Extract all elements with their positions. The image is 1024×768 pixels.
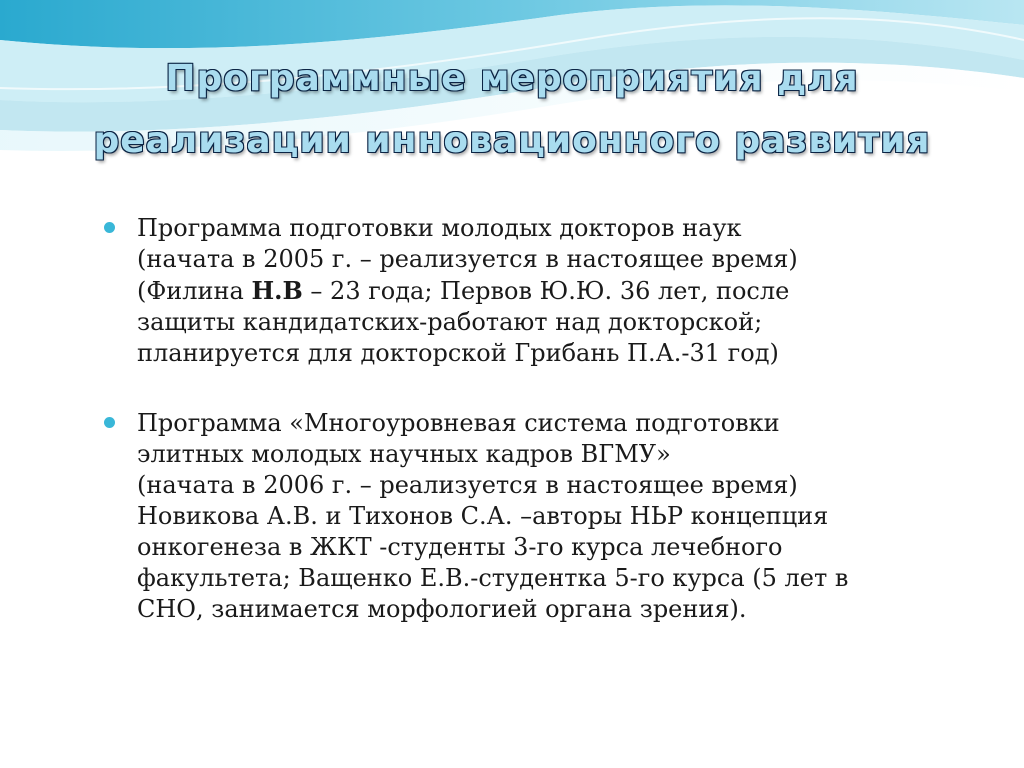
bullet-dot-icon	[104, 222, 115, 233]
title-line-2: реализации инновационного развития	[93, 120, 931, 161]
bullet-2-line-1: Программа «Многоуровневая система подготовки	[137, 409, 780, 437]
title-line-1: Программные мероприятия для	[165, 58, 859, 99]
bullet-1-line-5: планируется для докторской Грибань П.А.-31 год)	[137, 339, 779, 367]
bullet-1-line-1: Программа подготовки молодых докторов наук	[137, 214, 742, 242]
bullet-1-line-3-post: – 23 года; Первов Ю.Ю. 36 лет, после	[302, 277, 790, 305]
bullet-1-line-4: защиты кандидатских-работают над докторской;	[137, 308, 763, 336]
bullet-2-line-3: (начата в 2006 г. – реализуется в настоящее время)	[137, 471, 798, 499]
bullet-dot-icon	[104, 417, 115, 428]
bullet-2-line-7: СНО, занимается морфологией органа зрения).	[137, 595, 747, 623]
bullet-text-2	[137, 408, 848, 625]
bullet-1-line-2: (начата в 2005 г. – реализуется в настоящее время)	[137, 245, 798, 273]
bullet-1-line-3-bold: Н.В	[251, 276, 303, 305]
bullet-1-line-3	[137, 275, 798, 307]
bullet-2-line-2: элитных молодых научных кадров ВГМУ»	[137, 440, 671, 468]
bullet-2-line-6: факультета; Ващенко Е.В.-студентка 5-го курса (5 лет в	[137, 564, 849, 592]
bullet-text-1	[137, 213, 798, 369]
bullet-1-line-3-pre: (Филина	[137, 277, 252, 305]
bullet-2-line-5: онкогенеза в ЖКТ -студенты 3-го курса лечебного	[137, 533, 783, 561]
bullet-2-line-4: Новикова А.В. и Тихонов С.А. –авторы НЬР концепция	[137, 502, 829, 530]
